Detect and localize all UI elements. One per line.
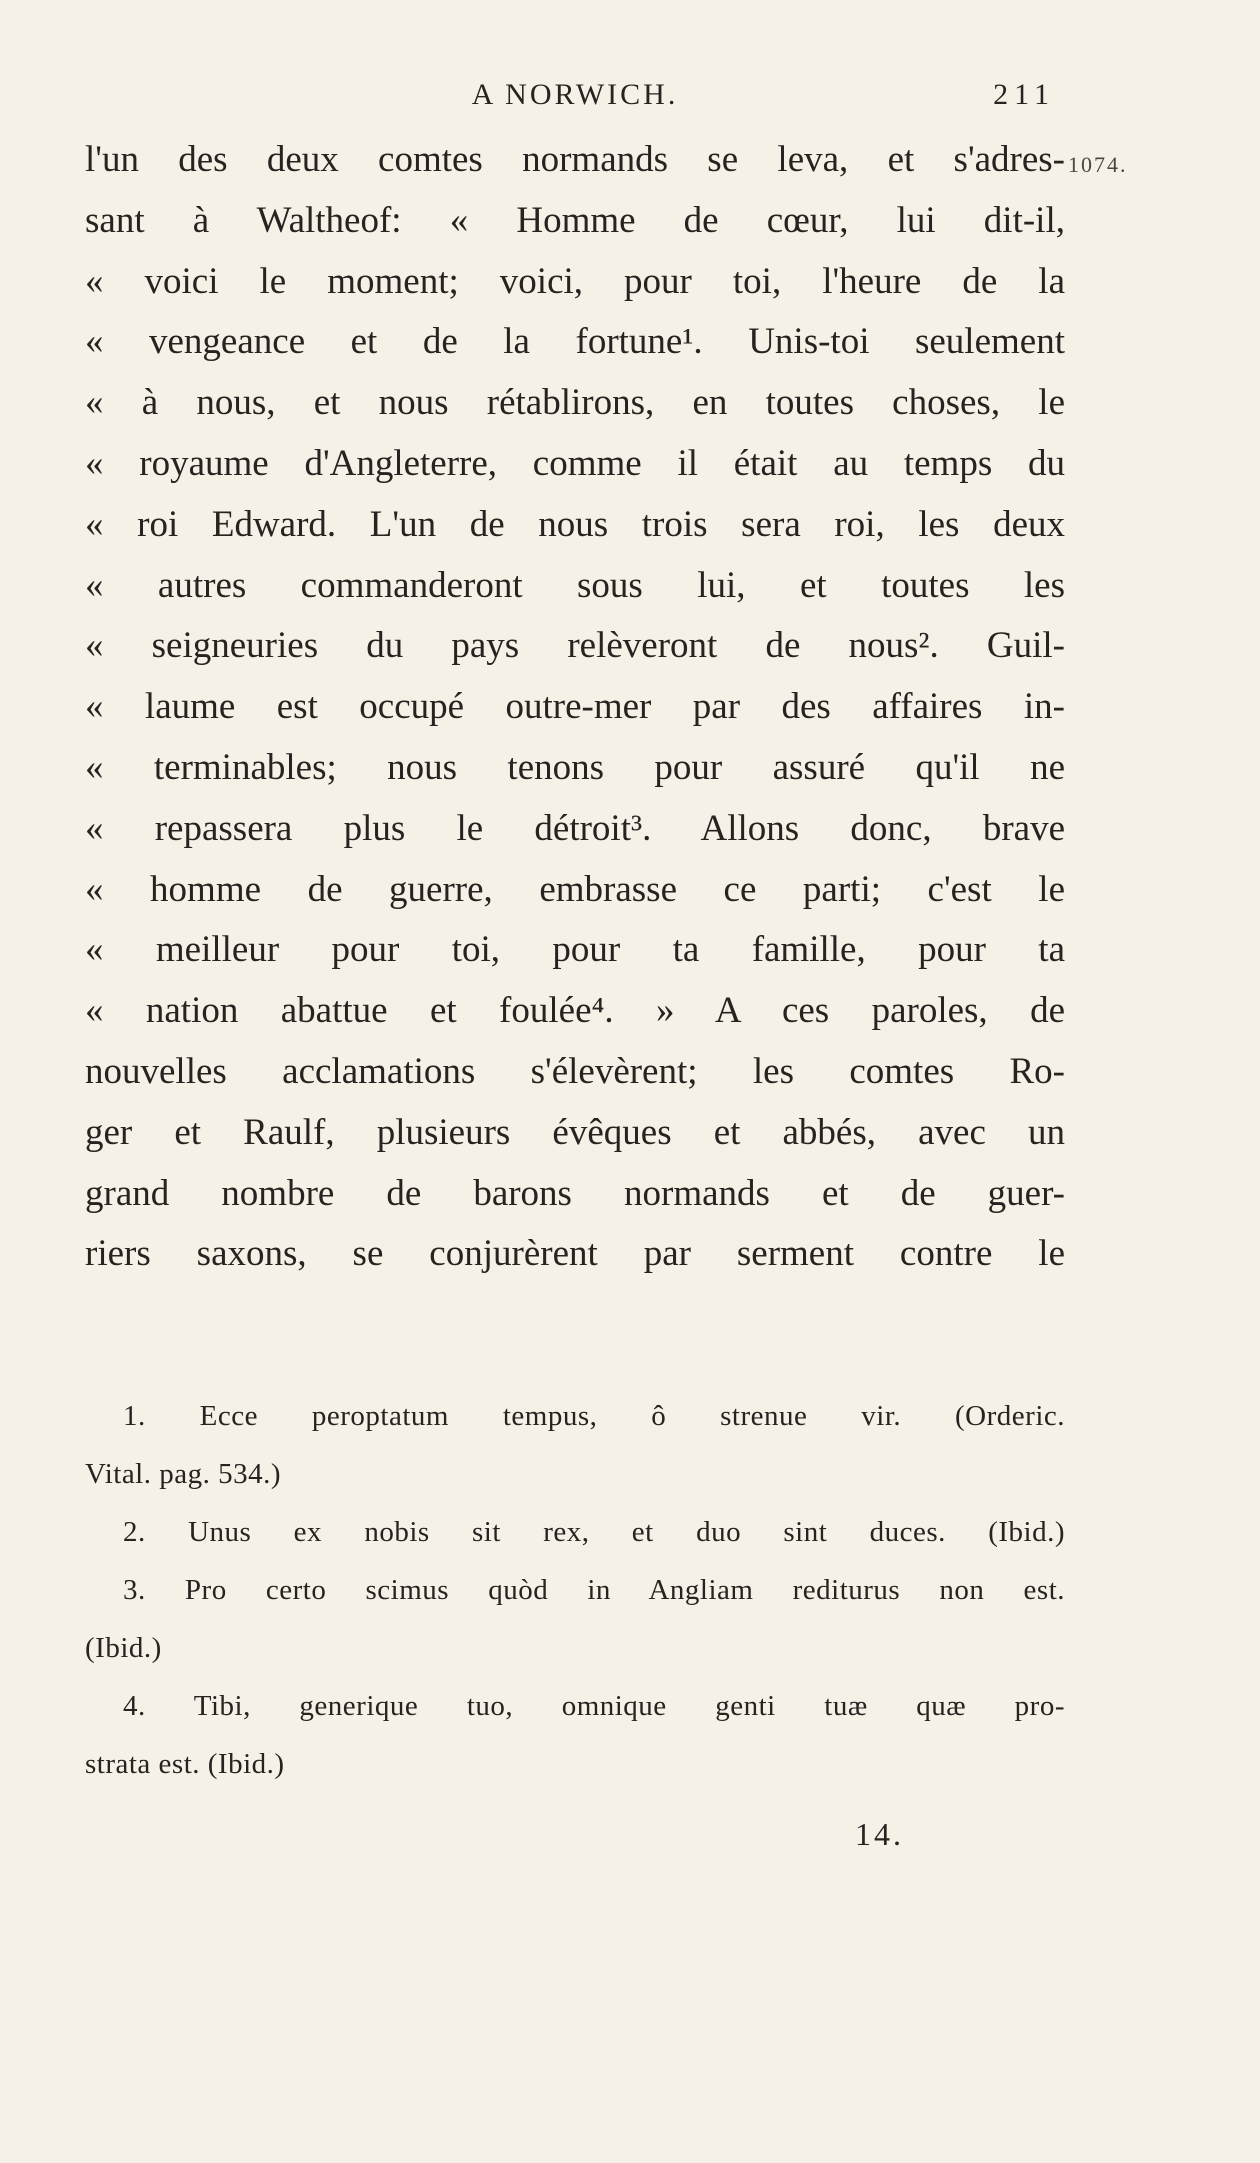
- body-line: sant à Waltheof: « Homme de cœur, lui dit-il,: [85, 199, 1065, 241]
- footnote-line: 1. Ecce peroptatum tempus, ô strenue vir. (Orderic.: [123, 1400, 1065, 1432]
- body-line: nouvelles acclamations s'élevèrent; les comtes Ro-: [85, 1050, 1065, 1092]
- page-number: 211: [993, 78, 1055, 111]
- body-line: « meilleur pour toi, pour ta famille, pour ta: [85, 929, 1065, 971]
- margin-year-note: 1074.: [1068, 152, 1128, 177]
- body-line: riers saxons, se conjurèrent par serment contre le: [85, 1233, 1065, 1275]
- body-line: « repassera plus le détroit³. Allons donc, brave: [85, 807, 1065, 849]
- body-line: « vengeance et de la fortune¹. Unis-toi seulement: [85, 321, 1065, 363]
- body-text: [85, 130, 1065, 1285]
- footnotes: [85, 1387, 1065, 1793]
- footnote-line: 4. Tibi, generique tuo, omnique genti tuæ quæ pro-: [123, 1690, 1065, 1722]
- body-line: « autres commanderont sous lui, et toutes les: [85, 564, 1065, 606]
- body-line: grand nombre de barons normands et de guer-: [85, 1172, 1065, 1214]
- signature-mark: 14.: [855, 1816, 904, 1852]
- footnote-line: 2. Unus ex nobis sit rex, et duo sint duces. (Ibid.): [123, 1516, 1065, 1548]
- body-line: ger et Raulf, plusieurs évêques et abbés, avec un: [85, 1111, 1065, 1153]
- body-line: « laume est occupé outre-mer par des affaires in-: [85, 686, 1065, 728]
- body-line: « voici le moment; voici, pour toi, l'heure de la: [85, 260, 1065, 302]
- body-line: « seigneuries du pays relèveront de nous². Guil-: [85, 625, 1065, 667]
- body-line: « royaume d'Angleterre, comme il était au temps du: [85, 442, 1065, 484]
- body-line: l'un des deux comtes normands se leva, et s'adres-: [85, 139, 1065, 180]
- running-head: [85, 72, 1065, 122]
- footnote-line: (Ibid.): [85, 1632, 162, 1664]
- running-title: A NORWICH.: [471, 78, 679, 111]
- body-line: « roi Edward. L'un de nous trois sera roi, les deux: [85, 503, 1065, 545]
- body-line: « à nous, et nous rétablirons, en toutes choses, le: [85, 382, 1065, 424]
- body-line: « nation abattue et foulée⁴. » A ces paroles, de: [85, 990, 1065, 1032]
- body-line: « terminables; nous tenons pour assuré qu'il ne: [85, 746, 1065, 788]
- footnote-line: strata est. (Ibid.): [85, 1748, 285, 1780]
- footnote-line: 3. Pro certo scimus quòd in Angliam rediturus non est.: [123, 1574, 1065, 1606]
- body-line: « homme de guerre, embrasse ce parti; c'est le: [85, 868, 1065, 910]
- footnote-line: Vital. pag. 534.): [85, 1458, 282, 1490]
